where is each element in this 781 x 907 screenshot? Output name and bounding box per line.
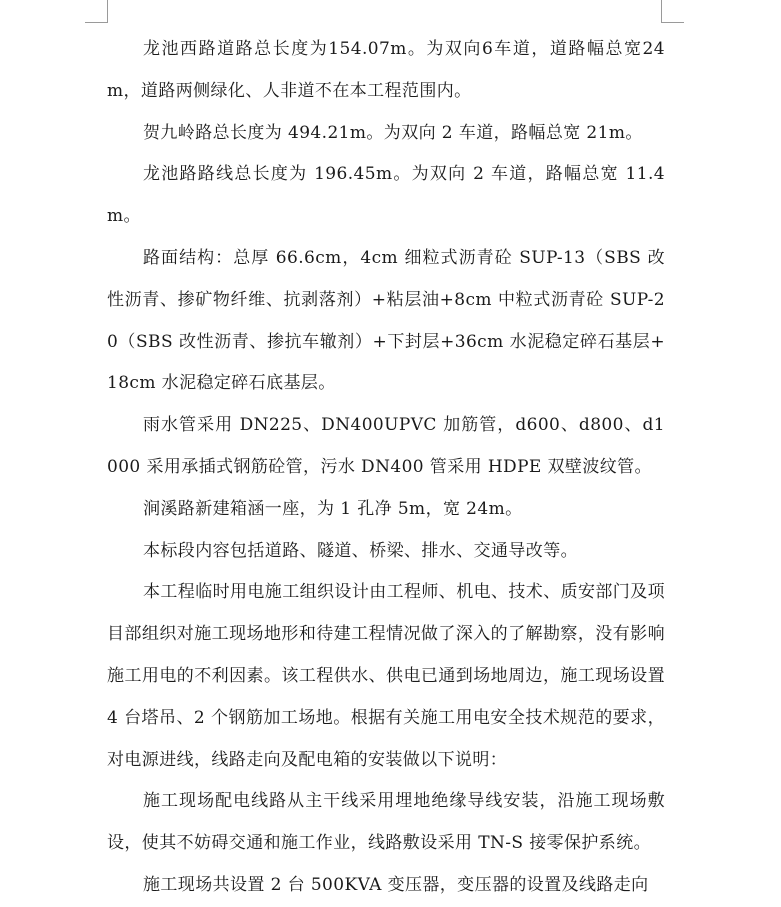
- paragraph-section-scope: 本标段内容包括道路、隧道、桥梁、排水、交通导改等。: [143, 540, 578, 561]
- page-margin-corner-mark: [85, 0, 108, 23]
- page-margin-corner-mark: [661, 0, 684, 23]
- paragraph-pavement-structure: 路面结构：总厚 66.6cm，4cm 细粒式沥青砼 SUP-13（SBS 改性沥青、掺矿物纤维、抗剥落剂）+粘层油+8cm 中粒式沥青砼 SUP-20（SBS 改性沥青、掺抗车辙剂）+下封层+36cm 水泥稳定碎石基层+18cm 水泥稳定碎石底基层。: [107, 247, 665, 394]
- paragraph-box-culvert: 涧溪路新建箱涵一座，为 1 孔净 5m，宽 24m。: [143, 498, 523, 519]
- document-body: [107, 29, 665, 907]
- paragraph-transformers: 施工现场共设置 2 台 500KVA 变压器，变压器的设置及线路走向: [143, 874, 649, 895]
- paragraph-temporary-power-design: 本工程临时用电施工组织设计由工程师、机电、技术、质安部门及项目部组织对施工现场地形和待建工程情况做了深入的了解勘察，没有影响施工用电的不利因素。该工程供水、供电已通到场地周边，施工现场设置 4 台塔吊、2 个钢筋加工场地。根据有关施工用电安全技术规范的要求，对电源进线，线路走向及配电箱的安装做以下说明：: [107, 582, 665, 770]
- paragraph-longchi-road: 龙池路路线总长度为 196.45m。为双向 2 车道，路幅总宽 11.4m。: [107, 164, 665, 227]
- paragraph-hejiuling-road: 贺九岭路总长度为 494.21m。为双向 2 车道，路幅总宽 21m。: [143, 122, 643, 143]
- paragraph-longchi-west-road: 龙池西路道路总长度为154.07m。为双向6车道，道路幅总宽24m，道路两侧绿化、人非道不在本工程范围内。: [107, 39, 665, 101]
- paragraph-drainage-pipes: 雨水管采用 DN225、DN400UPVC 加筋管，d600、d800、d1000 采用承插式钢筋砼管，污水 DN400 管采用 HDPE 双壁波纹管。: [107, 415, 665, 477]
- paragraph-distribution-lines: 施工现场配电线路从主干线采用埋地绝缘导线安装，沿施工现场敷设，使其不妨碍交通和施工作业，线路敷设采用 TN-S 接零保护系统。: [107, 791, 665, 854]
